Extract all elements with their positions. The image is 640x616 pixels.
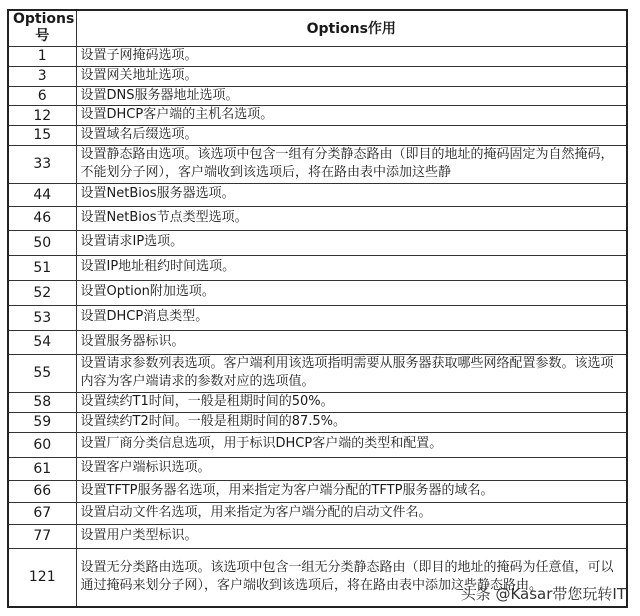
table-row	[8, 280, 627, 305]
option-number: 1	[8, 46, 76, 66]
table-body	[8, 46, 627, 607]
option-description: 设置静态路由选项。该选项中包含一组有分类静态路由（即目的地址的掩码固定为自然掩码，不能划分子网），客户端收到该选项后，将在路由表中添加这些静	[76, 145, 627, 183]
option-description: 设置DHCP消息类型。	[76, 305, 627, 330]
table-row	[8, 255, 627, 280]
option-number: 33	[8, 145, 76, 183]
option-number: 121	[8, 548, 76, 607]
option-description: 设置Option附加选项。	[76, 280, 627, 305]
option-number: 46	[8, 206, 76, 230]
table-row	[8, 392, 627, 412]
table-row	[8, 502, 627, 524]
table-row	[8, 145, 627, 183]
option-description: 设置续约T1时间，一般是租期时间的50%。	[76, 392, 627, 412]
table-row	[8, 354, 627, 392]
watermark: 头条 @Kasar带您玩转IT	[460, 585, 626, 603]
table-row	[8, 66, 627, 86]
option-description: 设置请求参数列表选项。客户端利用该选项指明需要从服务器获取哪些网络配置参数。该选项内容为客户端请求的参数对应的选项值。	[76, 354, 627, 392]
table-row	[8, 86, 627, 106]
option-number: 3	[8, 66, 76, 86]
option-description: 设置无分类路由选项。该选项中包含一组无分类静态路由（即目的地址的掩码为任意值，可以通过掩码来划分子网），客户端收到该选项后，将在路由表中添加这些静态路由。	[76, 548, 627, 607]
table-row	[8, 457, 627, 480]
option-number: 15	[8, 126, 76, 146]
table-row	[8, 330, 627, 354]
option-number: 60	[8, 432, 76, 457]
table-row	[8, 183, 627, 206]
option-number: 58	[8, 392, 76, 412]
option-description: 设置启动文件名选项，用来指定为客户端分配的启动文件名。	[76, 502, 627, 524]
option-number: 67	[8, 502, 76, 524]
table-row	[8, 126, 627, 146]
option-description: 设置请求IP选项。	[76, 230, 627, 255]
option-number: 59	[8, 412, 76, 432]
header-option-number-line1: Options	[13, 11, 75, 28]
dhcp-options-table	[7, 9, 628, 608]
option-description: 设置子网掩码选项。	[76, 46, 627, 66]
header-option-purpose: Options作用	[76, 10, 627, 46]
table-row	[8, 106, 627, 126]
option-number: 52	[8, 280, 76, 305]
option-description: 设置IP地址租约时间选项。	[76, 255, 627, 280]
option-description: 设置TFTP服务器名选项，用来指定为客户端分配的TFTP服务器的域名。	[76, 480, 627, 502]
header-option-number	[8, 10, 76, 46]
option-description: 设置厂商分类信息选项，用于标识DHCP客户端的类型和配置。	[76, 432, 627, 457]
table-row	[8, 524, 627, 548]
option-number: 51	[8, 255, 76, 280]
option-number: 61	[8, 457, 76, 480]
table-row	[8, 305, 627, 330]
option-number: 54	[8, 330, 76, 354]
table-row	[8, 46, 627, 66]
table-row	[8, 206, 627, 230]
option-number: 53	[8, 305, 76, 330]
option-description: 设置DNS服务器地址选项。	[76, 86, 627, 106]
header-option-number-line2: 号	[35, 28, 50, 45]
option-number: 6	[8, 86, 76, 106]
option-description: 设置服务器标识。	[76, 330, 627, 354]
option-number: 50	[8, 230, 76, 255]
option-number: 66	[8, 480, 76, 502]
option-number: 77	[8, 524, 76, 548]
option-description: 设置DHCP客户端的主机名选项。	[76, 106, 627, 126]
table-row	[8, 432, 627, 457]
option-number: 12	[8, 106, 76, 126]
table-header-row	[8, 10, 627, 46]
table-row	[8, 412, 627, 432]
option-description: 设置网关地址选项。	[76, 66, 627, 86]
option-description: 设置客户端标识选项。	[76, 457, 627, 480]
option-number: 44	[8, 183, 76, 206]
option-description: 设置用户类型标识。	[76, 524, 627, 548]
option-description: 设置续约T2时间。一般是租期时间的87.5%。	[76, 412, 627, 432]
option-description: 设置域名后缀选项。	[76, 126, 627, 146]
option-number: 55	[8, 354, 76, 392]
option-description: 设置NetBios节点类型选项。	[76, 206, 627, 230]
option-description: 设置NetBios服务器选项。	[76, 183, 627, 206]
table-row	[8, 230, 627, 255]
table-row	[8, 480, 627, 502]
